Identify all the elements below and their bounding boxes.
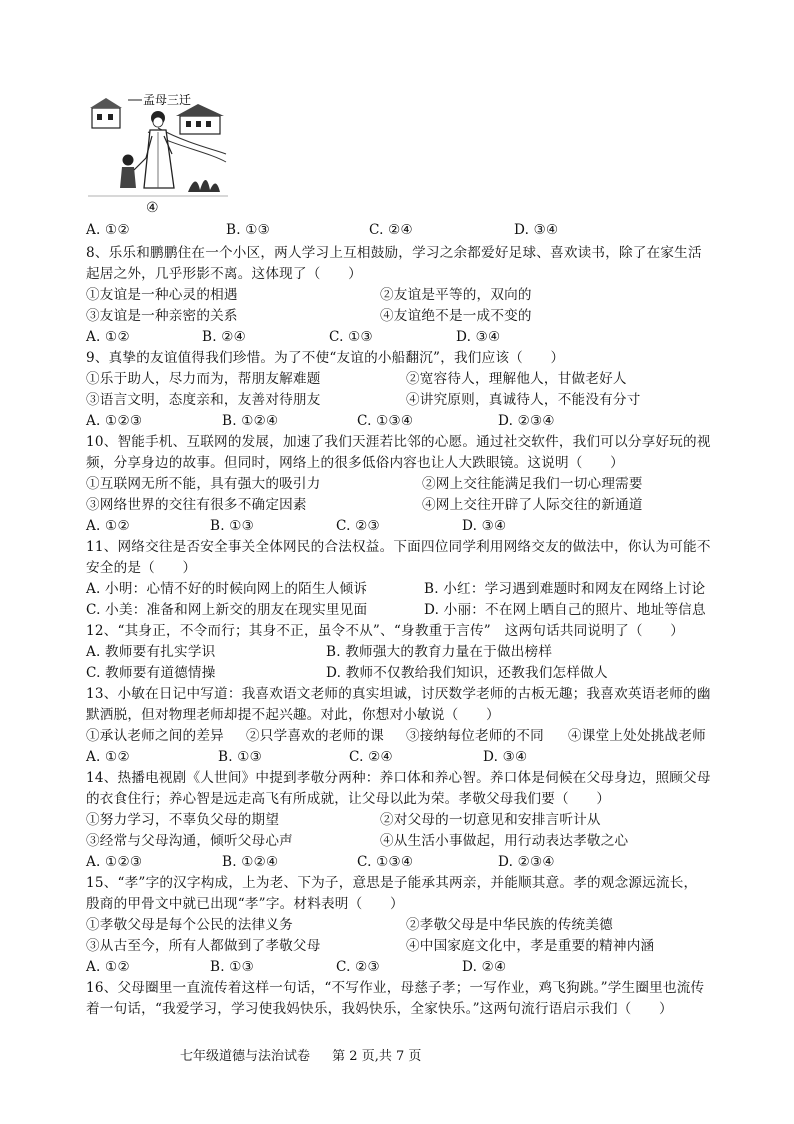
illustration-title: 孟母三迁 bbox=[143, 93, 192, 107]
q13-option-b[interactable]: B. ①③ bbox=[218, 749, 263, 765]
exam-title: 七年级道德与法治试卷 bbox=[180, 1049, 311, 1064]
q9-item-2: ②宽容待人，理解他人，甘做老好人 bbox=[406, 371, 627, 387]
mengmu-illustration bbox=[88, 92, 228, 220]
q8-stem-line2: 起居之外，几乎形影不离。这体现了（ ） bbox=[86, 266, 362, 282]
q16-stem-line2: 着一句话，“我爱学习，学习使我妈快乐，我妈快乐，全家快乐。”这两句流行语启示我们（ ） bbox=[86, 1001, 673, 1017]
q14-item-1: ①努力学习，不辜负父母的期望 bbox=[86, 812, 280, 828]
q13-item-3: ③接纳每位老师的不同 bbox=[406, 728, 544, 744]
q15-item-2: ②孝敬父母是中华民族的传统美德 bbox=[406, 917, 613, 933]
q10-option-a[interactable]: A. ①② bbox=[86, 518, 130, 534]
q11-stem-line1: 11、网络交往是否安全事关全体网民的合法权益。下面四位同学利用网络交友的做法中，你认为可能不 bbox=[86, 539, 711, 555]
q15-item-1: ①孝敬父母是每个公民的法律义务 bbox=[86, 917, 293, 933]
q9-stem-line1: 9、真挚的友谊值得我们珍惜。为了不使“友谊的小船翻沉”，我们应该（ ） bbox=[86, 350, 565, 366]
q13-item-2: ②只学喜欢的老师的课 bbox=[246, 728, 384, 744]
q11-option-a[interactable]: A. 小明：心情不好的时候向网上的陌生人倾诉 bbox=[86, 581, 368, 597]
q13-item-4: ④课堂上处处挑战老师 bbox=[568, 728, 706, 744]
q13-item-1: ①承认老师之间的差异 bbox=[86, 728, 224, 744]
q8-option-c[interactable]: C. ①③ bbox=[329, 329, 373, 345]
q11-option-b[interactable]: B. 小红：学习遇到难题时和网友在网络上讨论 bbox=[424, 581, 706, 597]
q15-stem-line1: 15、“孝”字的汉字构成，上为老、下为子，意思是子能承其两亲，并能顺其意。孝的观念源远流长， bbox=[86, 875, 698, 891]
q11-stem-line2: 安全的是（ ） bbox=[86, 560, 197, 576]
q8-item-2: ②友谊是平等的，双向的 bbox=[380, 287, 532, 303]
q8-option-b[interactable]: B. ②④ bbox=[202, 329, 247, 345]
q8-item-1: ①友谊是一种心灵的相遇 bbox=[86, 287, 238, 303]
q12-stem-line1: 12、“其身正，不令而行；其身不正，虽令不从”、“身教重于言传” 这两句话共同说明了（ ） bbox=[86, 623, 685, 639]
q10-option-d[interactable]: D. ③④ bbox=[462, 518, 507, 534]
q7-option-d[interactable]: D. ③④ bbox=[514, 222, 559, 238]
q8-stem-line1: 8、乐乐和鹏鹏住在一个小区，两人学习上互相鼓励，学习之余都爱好足球、喜欢读书，除了在家生活 bbox=[86, 245, 702, 261]
q14-stem-line2: 的衣食住行；养心智是远走高飞有所成就，让父母以此为荣。孝敬父母我们要（ ） bbox=[86, 791, 611, 807]
q10-item-2: ②网上交往能满足我们一切心理需要 bbox=[422, 476, 643, 492]
q9-item-4: ④讲究原则，真诚待人，不能没有分寸 bbox=[406, 392, 641, 408]
q15-option-a[interactable]: A. ①② bbox=[86, 959, 130, 975]
q14-option-b[interactable]: B. ①②④ bbox=[222, 854, 279, 870]
q9-option-b[interactable]: B. ①②④ bbox=[222, 413, 279, 429]
q9-item-3: ③语言文明，态度亲和，友善对待朋友 bbox=[86, 392, 321, 408]
q15-option-c[interactable]: C. ②③ bbox=[336, 959, 380, 975]
q9-item-1: ①乐于助人，尽力而为，帮朋友解难题 bbox=[86, 371, 321, 387]
q8-option-a[interactable]: A. ①② bbox=[86, 329, 130, 345]
q14-option-c[interactable]: C. ①③④ bbox=[357, 854, 414, 870]
q15-stem-line2: 殷商的甲骨文中就已出现“孝”字。材料表明（ ） bbox=[86, 896, 404, 912]
q9-option-a[interactable]: A. ①②③ bbox=[86, 413, 143, 429]
q14-item-3: ③经常与父母沟通，倾听父母心声 bbox=[86, 833, 293, 849]
page-number: 第 2 页,共 7 页 bbox=[332, 1049, 422, 1064]
q13-option-a[interactable]: A. ①② bbox=[86, 749, 130, 765]
q10-stem-line1: 10、智能手机、互联网的发展，加速了我们天涯若比邻的心愿。通过社交软件，我们可以分享好玩的视 bbox=[86, 434, 711, 450]
q15-option-b[interactable]: B. ①③ bbox=[210, 959, 255, 975]
q10-option-c[interactable]: C. ②③ bbox=[336, 518, 380, 534]
q14-item-4: ④从生活小事做起，用行动表达孝敬之心 bbox=[380, 833, 629, 849]
q10-option-b[interactable]: B. ①③ bbox=[210, 518, 255, 534]
q9-option-d[interactable]: D. ②③④ bbox=[498, 413, 555, 429]
q9-option-c[interactable]: C. ①③④ bbox=[357, 413, 414, 429]
q12-option-b[interactable]: B. 教师强大的教育力量在于做出榜样 bbox=[326, 644, 553, 660]
q15-item-4: ④中国家庭文化中，孝是重要的精神内涵 bbox=[406, 938, 655, 954]
q10-item-4: ④网上交往开辟了人际交往的新通道 bbox=[422, 497, 643, 513]
q13-stem-line1: 13、小敏在日记中写道：我喜欢语文老师的真实坦诚，讨厌数学老师的古板无趣；我喜欢英语老师的幽 bbox=[86, 686, 711, 702]
q11-option-d[interactable]: D. 小丽：不在网上晒自己的照片、地址等信息 bbox=[424, 602, 706, 618]
q11-option-c[interactable]: C. 小美：准备和网上新交的朋友在现实里见面 bbox=[86, 602, 368, 618]
q13-option-d[interactable]: D. ③④ bbox=[483, 749, 528, 765]
q15-item-3: ③从古至今，所有人都做到了孝敬父母 bbox=[86, 938, 321, 954]
q12-option-d[interactable]: D. 教师不仅教给我们知识，还教我们怎样做人 bbox=[326, 665, 608, 681]
q13-option-c[interactable]: C. ②④ bbox=[349, 749, 393, 765]
q7-option-b[interactable]: B. ①③ bbox=[226, 222, 271, 238]
q8-item-4: ④友谊绝不是一成不变的 bbox=[380, 308, 532, 324]
page-footer bbox=[180, 1045, 439, 1064]
q14-option-a[interactable]: A. ①②③ bbox=[86, 854, 143, 870]
q8-item-3: ③友谊是一种亲密的关系 bbox=[86, 308, 238, 324]
q14-item-2: ②对父母的一切意见和安排言听计从 bbox=[380, 812, 601, 828]
illustration-marker: ④ bbox=[146, 200, 159, 216]
q7-option-c[interactable]: C. ②④ bbox=[369, 222, 413, 238]
q14-stem-line1: 14、热播电视剧《人世间》中提到孝敬分两种：养口体和养心智。养口体是伺候在父母身边，照顾父母 bbox=[86, 770, 711, 786]
q10-stem-line2: 频，分享身边的故事。但同时，网络上的很多低俗内容也让人大跌眼镜。这说明（ ） bbox=[86, 455, 624, 471]
q8-option-d[interactable]: D. ③④ bbox=[456, 329, 501, 345]
q14-option-d[interactable]: D. ②③④ bbox=[498, 854, 555, 870]
q10-item-3: ③网络世界的交往有很多不确定因素 bbox=[86, 497, 307, 513]
q12-option-c[interactable]: C. 教师要有道德情操 bbox=[86, 665, 216, 681]
q13-stem-line2: 默洒脱，但对物理老师却提不起兴趣。对此，你想对小敏说（ ） bbox=[86, 707, 500, 723]
q7-option-a[interactable]: A. ①② bbox=[86, 222, 130, 238]
q16-stem-line1: 16、父母圈里一直流传着这样一句话，“不写作业，母慈子孝；一写作业，鸡飞狗跳。”学生圈里也流传 bbox=[86, 980, 705, 996]
q15-option-d[interactable]: D. ②④ bbox=[462, 959, 507, 975]
q10-item-1: ①互联网无所不能，具有强大的吸引力 bbox=[86, 476, 321, 492]
q12-option-a[interactable]: A. 教师要有扎实学识 bbox=[86, 644, 216, 660]
